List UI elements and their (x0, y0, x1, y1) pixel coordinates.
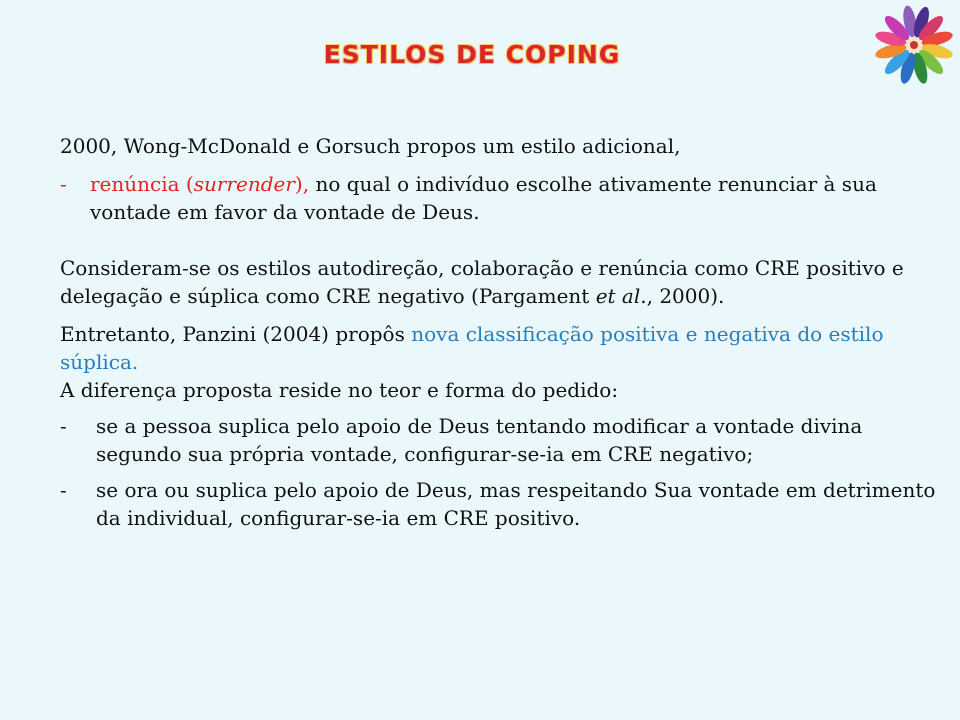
colorful-flower-logo-icon (870, 4, 958, 86)
bullet-dash: - (60, 172, 67, 196)
bullet-renuncia-text: no qual o indivíduo escolhe ativamente renunciar à sua vontade em favor da vontade de Deus. (90, 172, 877, 224)
cre-classification-paragraph (60, 254, 940, 310)
bullet-dash: - (60, 478, 67, 502)
slide-title: ESTILOS DE COPING (323, 40, 621, 69)
panzini-text: Entretanto, Panzini (2004) propôs (60, 322, 412, 346)
panzini-paragraph (60, 320, 940, 376)
para2-text: Consideram-se os estilos autodireção, colaboração e renúncia como CRE positivo e delegação e súplica como CRE negativo (Pargament (60, 256, 904, 308)
slide-content (60, 132, 940, 532)
renuncia-term-close: ), (294, 172, 310, 196)
bullet-positive-cre (60, 476, 940, 532)
bullet-positive-text: se ora ou suplica pelo apoio de Deus, mas respeitando Sua vontade em detrimento da individual, configurar-se-ia em CRE positivo. (96, 478, 936, 530)
highlighted-classification-text: nova classificação positiva e negativa do estilo súplica. (60, 322, 884, 374)
renuncia-term: renúncia ( (90, 172, 194, 196)
et-al-text: et al (595, 284, 641, 308)
bullet-negative-cre (60, 412, 940, 468)
surrender-term: surrender (193, 172, 295, 196)
bullet-negative-text: se a pessoa suplica pelo apoio de Deus tentando modificar a vontade divina segundo sua própria vontade, configurar-se-ia em CRE negativo; (96, 414, 863, 466)
intro-paragraph: 2000, Wong-McDonald e Gorsuch propos um estilo adicional, (60, 134, 681, 158)
bullet-renuncia (60, 170, 940, 226)
para2-citation-year: ., 2000). (640, 284, 725, 308)
difference-paragraph: A diferença proposta reside no teor e forma do pedido: (60, 378, 619, 402)
bullet-dash: - (60, 414, 67, 438)
